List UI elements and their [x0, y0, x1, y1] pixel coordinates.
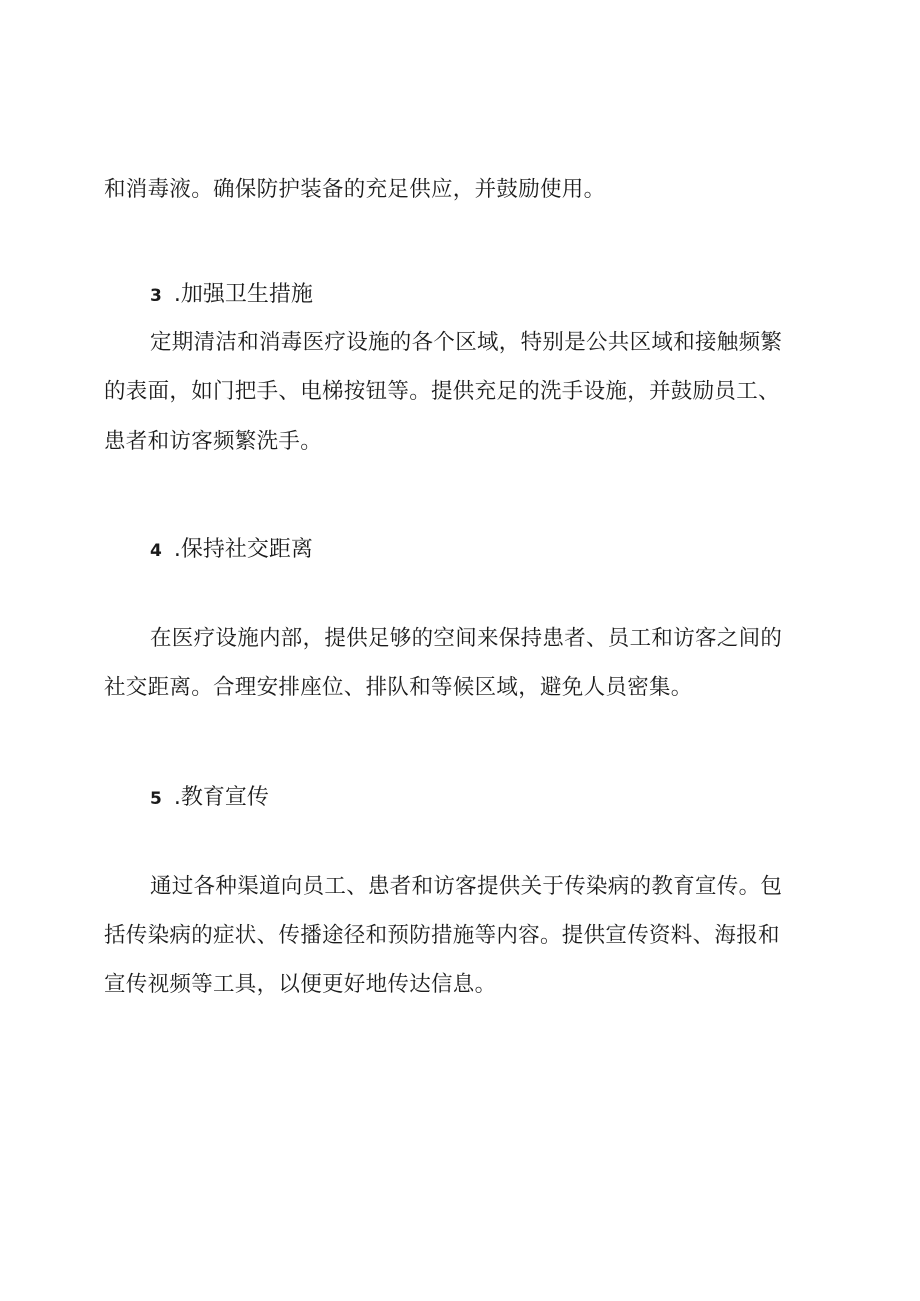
- section-number: 5: [150, 789, 162, 809]
- intro-paragraph-line: 和消毒液。确保防护装备的充足供应，并鼓励使用。: [104, 177, 606, 202]
- paragraph-line: 定期清洁和消毒医疗设施的各个区域，特别是公共区域和接触频繁: [150, 330, 783, 355]
- section-number: 3: [150, 286, 162, 306]
- section-heading-3: [150, 284, 313, 306]
- paragraph-line: 括传染病的症状、传播途径和预防措施等内容。提供宣传资料、海报和: [104, 923, 780, 948]
- section-heading-5: [150, 787, 269, 809]
- paragraph-line: 的表面，如门把手、电梯按钮等。提供充足的洗手设施，并鼓励员工、: [104, 379, 780, 404]
- section-title: .加强卫生措施: [173, 282, 313, 307]
- section-number: 4: [150, 541, 162, 561]
- paragraph-line: 在医疗设施内部，提供足够的空间来保持患者、员工和访客之间的: [150, 626, 783, 651]
- section-title: .保持社交距离: [173, 537, 313, 562]
- section-heading-4: [150, 539, 313, 561]
- paragraph-line: 患者和访客频繁洗手。: [104, 429, 323, 454]
- paragraph-line: 社交距离。合理安排座位、排队和等候区域，避免人员密集。: [104, 675, 693, 700]
- paragraph-line: 宣传视频等工具，以便更好地传达信息。: [104, 972, 497, 997]
- section-title: .教育宣传: [173, 785, 269, 810]
- paragraph-line: 通过各种渠道向员工、患者和访客提供关于传染病的教育宣传。包: [150, 874, 783, 899]
